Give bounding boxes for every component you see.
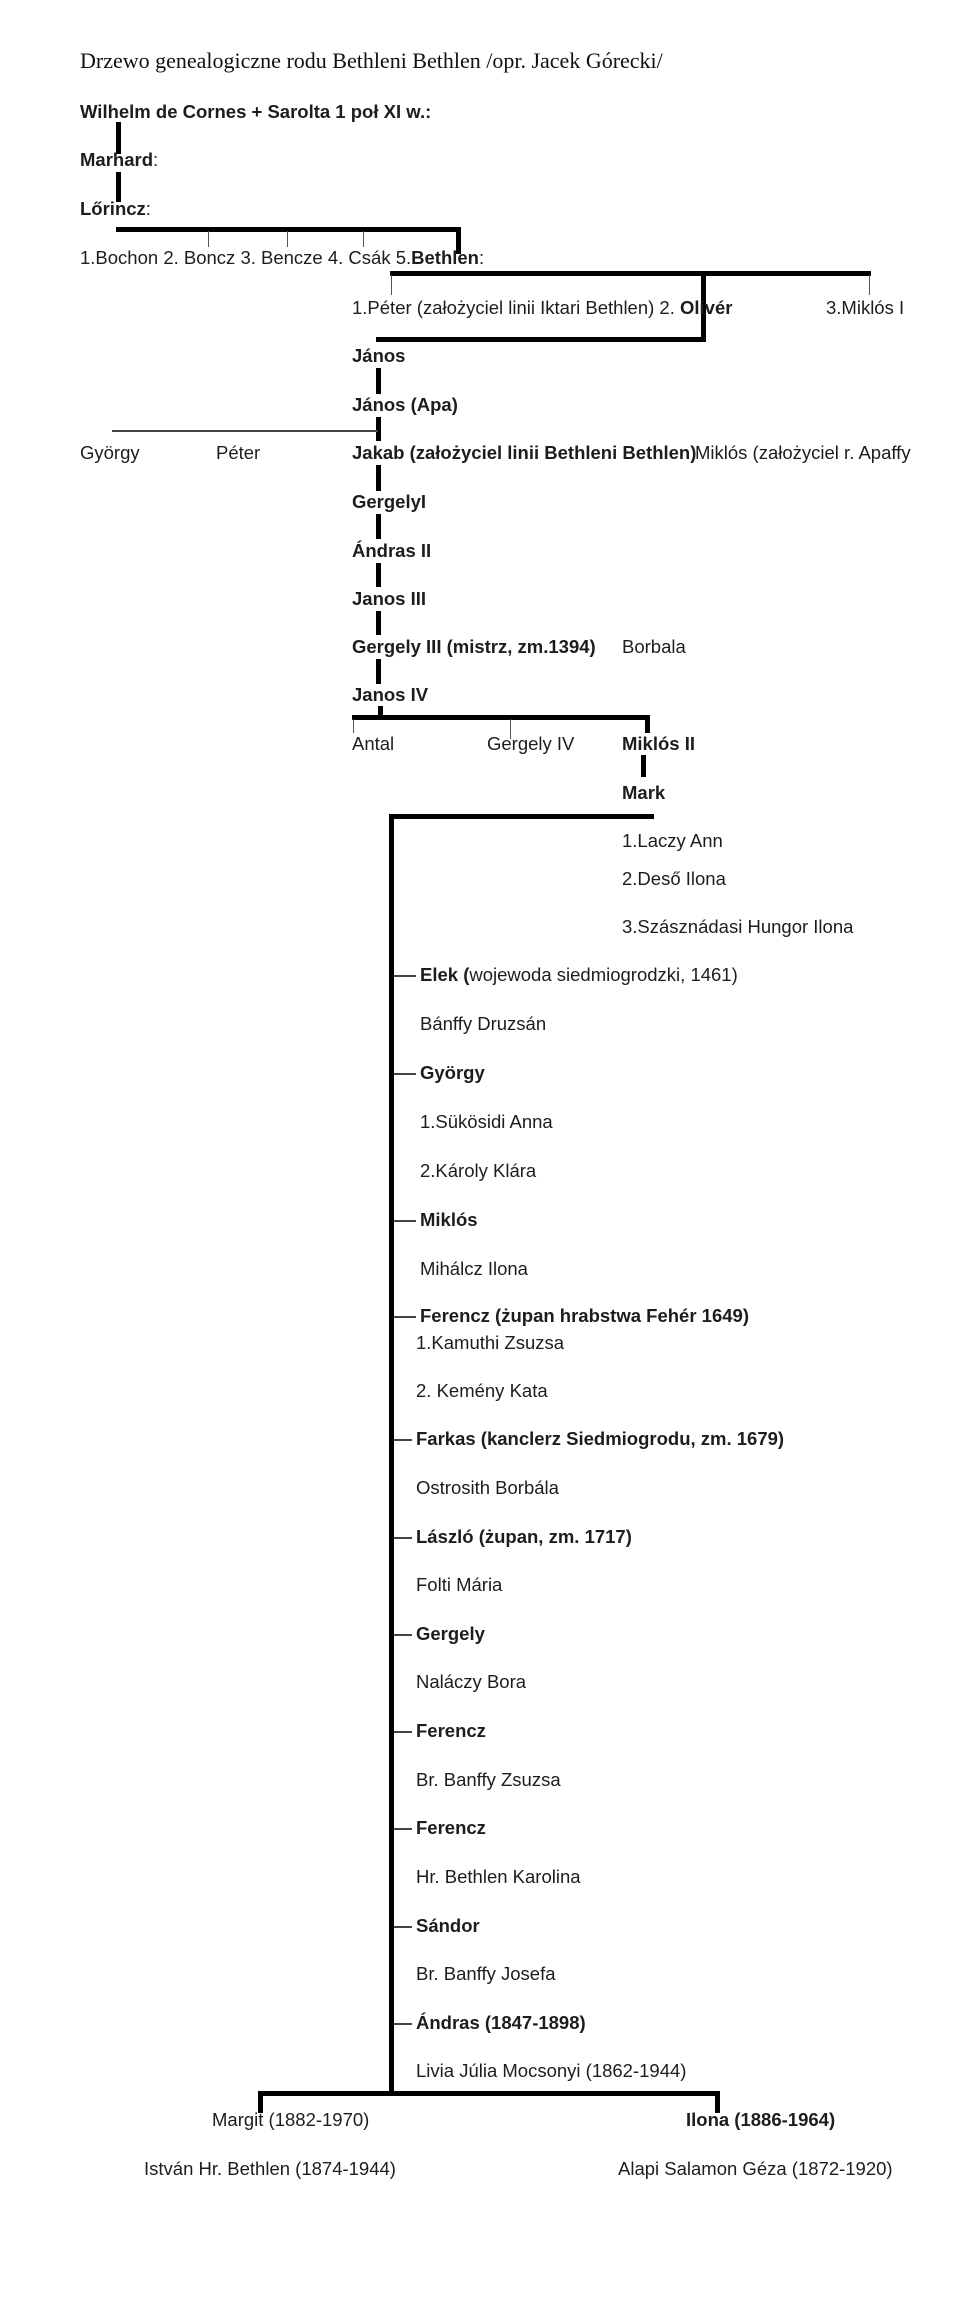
connector-line (394, 1634, 412, 1636)
connector-line (394, 1828, 412, 1830)
spouse: Folti Mária (416, 1574, 503, 1595)
connector-line (376, 465, 381, 491)
person-marhard (80, 149, 158, 171)
person-ferencz: Ferencz (żupan hrabstwa Fehér 1649) (420, 1305, 749, 1326)
person-miklos-ii: Miklós II (622, 733, 695, 754)
sons-of-bethlen (352, 297, 732, 319)
person-gergely-iii: Gergely III (mistrz, zm.1394) (352, 636, 596, 657)
person-janos: János (352, 345, 406, 366)
spouse-mark: 2.Deső Ilona (622, 868, 726, 889)
person-antal: Antal (352, 733, 395, 754)
connector-line (208, 231, 209, 247)
person-ilona: Ilona (1886-1964) (686, 2109, 836, 2130)
connector-line (641, 755, 646, 777)
person-name: Elek ( (420, 964, 470, 985)
connector-line (363, 231, 364, 247)
connector-line (394, 1316, 416, 1318)
person-oliver: Olivér (680, 297, 733, 318)
connector-line (394, 1439, 412, 1441)
spouse-mark: 1.Laczy Ann (622, 830, 723, 851)
connector-line (391, 275, 392, 295)
spouse: 1.Sükösidi Anna (420, 1111, 553, 1132)
spouse: 2. Kemény Kata (416, 1380, 548, 1401)
spouse: Br. Banffy Josefa (416, 1963, 556, 1984)
person-note: wojewoda siedmiogrodzki, 1461) (469, 964, 738, 985)
spouse: 2.Károly Klára (420, 1160, 537, 1181)
other-sons: 1.Bochon 2. Boncz 3. Bencze 4. Csák 5. (80, 247, 412, 268)
spouse: Naláczy Bora (416, 1671, 527, 1692)
connector-line (376, 368, 381, 394)
person-andras-ii: Ándras II (352, 540, 432, 561)
connector-line (394, 975, 416, 977)
person-gergely: Gergely (416, 1623, 485, 1644)
connector-line (112, 430, 378, 432)
connector-line (390, 271, 871, 276)
person-gyorgy-2: György (420, 1062, 485, 1083)
spouse-istvan: István Hr. Bethlen (1874-1944) (144, 2158, 396, 2179)
person-ferencz-3: Ferencz (416, 1817, 486, 1838)
sons-of-lorincz (80, 247, 484, 269)
person-miklos: Miklós (420, 1209, 478, 1230)
person-bethlen: Bethlen (411, 247, 479, 268)
person-lorincz (80, 198, 151, 220)
person-elek (420, 964, 738, 986)
spouse: Mihálcz Ilona (420, 1258, 528, 1279)
person-miklos-apaffy: Miklós (założyciel r. Apaffy (695, 442, 911, 463)
connector-line (394, 1926, 412, 1928)
spouse: Ostrosith Borbála (416, 1477, 559, 1498)
founders-label: Wilhelm de Cornes + Sarolta 1 poł XI w.: (80, 101, 432, 122)
connector-line (376, 514, 381, 539)
connector-line (394, 2023, 412, 2025)
connector-line (352, 715, 650, 720)
spouse: Hr. Bethlen Karolina (416, 1866, 581, 1887)
connector-line (376, 563, 381, 587)
person-sandor: Sándor (416, 1915, 480, 1936)
person-gyorgy: György (80, 442, 140, 463)
peter-iktari: 1.Péter (założyciel linii Iktari Bethlen) 2. (352, 297, 675, 318)
person-ferencz-2: Ferencz (416, 1720, 486, 1741)
colon: : (153, 149, 159, 170)
person-janos-apa: János (Apa) (352, 394, 458, 415)
spouse: 1.Kamuthi Zsuzsa (416, 1332, 565, 1353)
spouse: Bánffy Druzsán (420, 1013, 547, 1034)
person-name: Lőrincz (80, 198, 146, 219)
connector-line (645, 715, 650, 733)
connector-line (376, 659, 381, 684)
connector-line (376, 611, 381, 635)
spouse-alapi: Alapi Salamon Géza (1872-1920) (618, 2158, 893, 2179)
spouse: Br. Banffy Zsuzsa (416, 1769, 561, 1790)
person-name: Marhard (80, 149, 153, 170)
connector-line (116, 227, 461, 232)
spouse-mark: 3.Szásznádasi Hungor Ilona (622, 916, 854, 937)
colon: : (145, 198, 151, 219)
connector-line (869, 275, 870, 295)
connector-line (394, 1073, 416, 1075)
person-gergely-i: GergelyI (352, 491, 427, 512)
connector-line (287, 231, 288, 247)
person-mark: Mark (622, 782, 666, 803)
person-margit: Margit (1882-1970) (212, 2109, 370, 2130)
connector-line (394, 1537, 412, 1539)
person-janos-iv: Janos IV (352, 684, 429, 705)
person-andras: Ándras (1847-1898) (416, 2012, 586, 2033)
colon: : (478, 247, 485, 268)
person-janos-iii: Janos III (352, 588, 427, 609)
person-peter: Péter (216, 442, 261, 463)
connector-line (258, 2091, 720, 2096)
connector-line (394, 1731, 412, 1733)
person-laszlo: László (żupan, zm. 1717) (416, 1526, 632, 1547)
person-gergely-iv: Gergely IV (487, 733, 575, 754)
connector-line (376, 337, 706, 342)
connector-line (353, 719, 354, 733)
connector-line (394, 1220, 416, 1222)
connector-line (376, 417, 381, 441)
spouse-borbala: Borbala (622, 636, 686, 657)
person-farkas: Farkas (kanclerz Siedmiogrodu, zm. 1679) (416, 1428, 785, 1449)
connector-line (389, 814, 654, 819)
spouse: Livia Júlia Mocsonyi (1862-1944) (416, 2060, 687, 2081)
person-miklos-i: 3.Miklós I (826, 297, 905, 318)
document-title: Drzewo genealogiczne rodu Bethleni Bethlen /opr. Jacek Górecki/ (80, 48, 663, 73)
person-jakab: Jakab (założyciel linii Bethleni Bethlen) (352, 442, 697, 463)
connector-line (389, 814, 394, 2094)
